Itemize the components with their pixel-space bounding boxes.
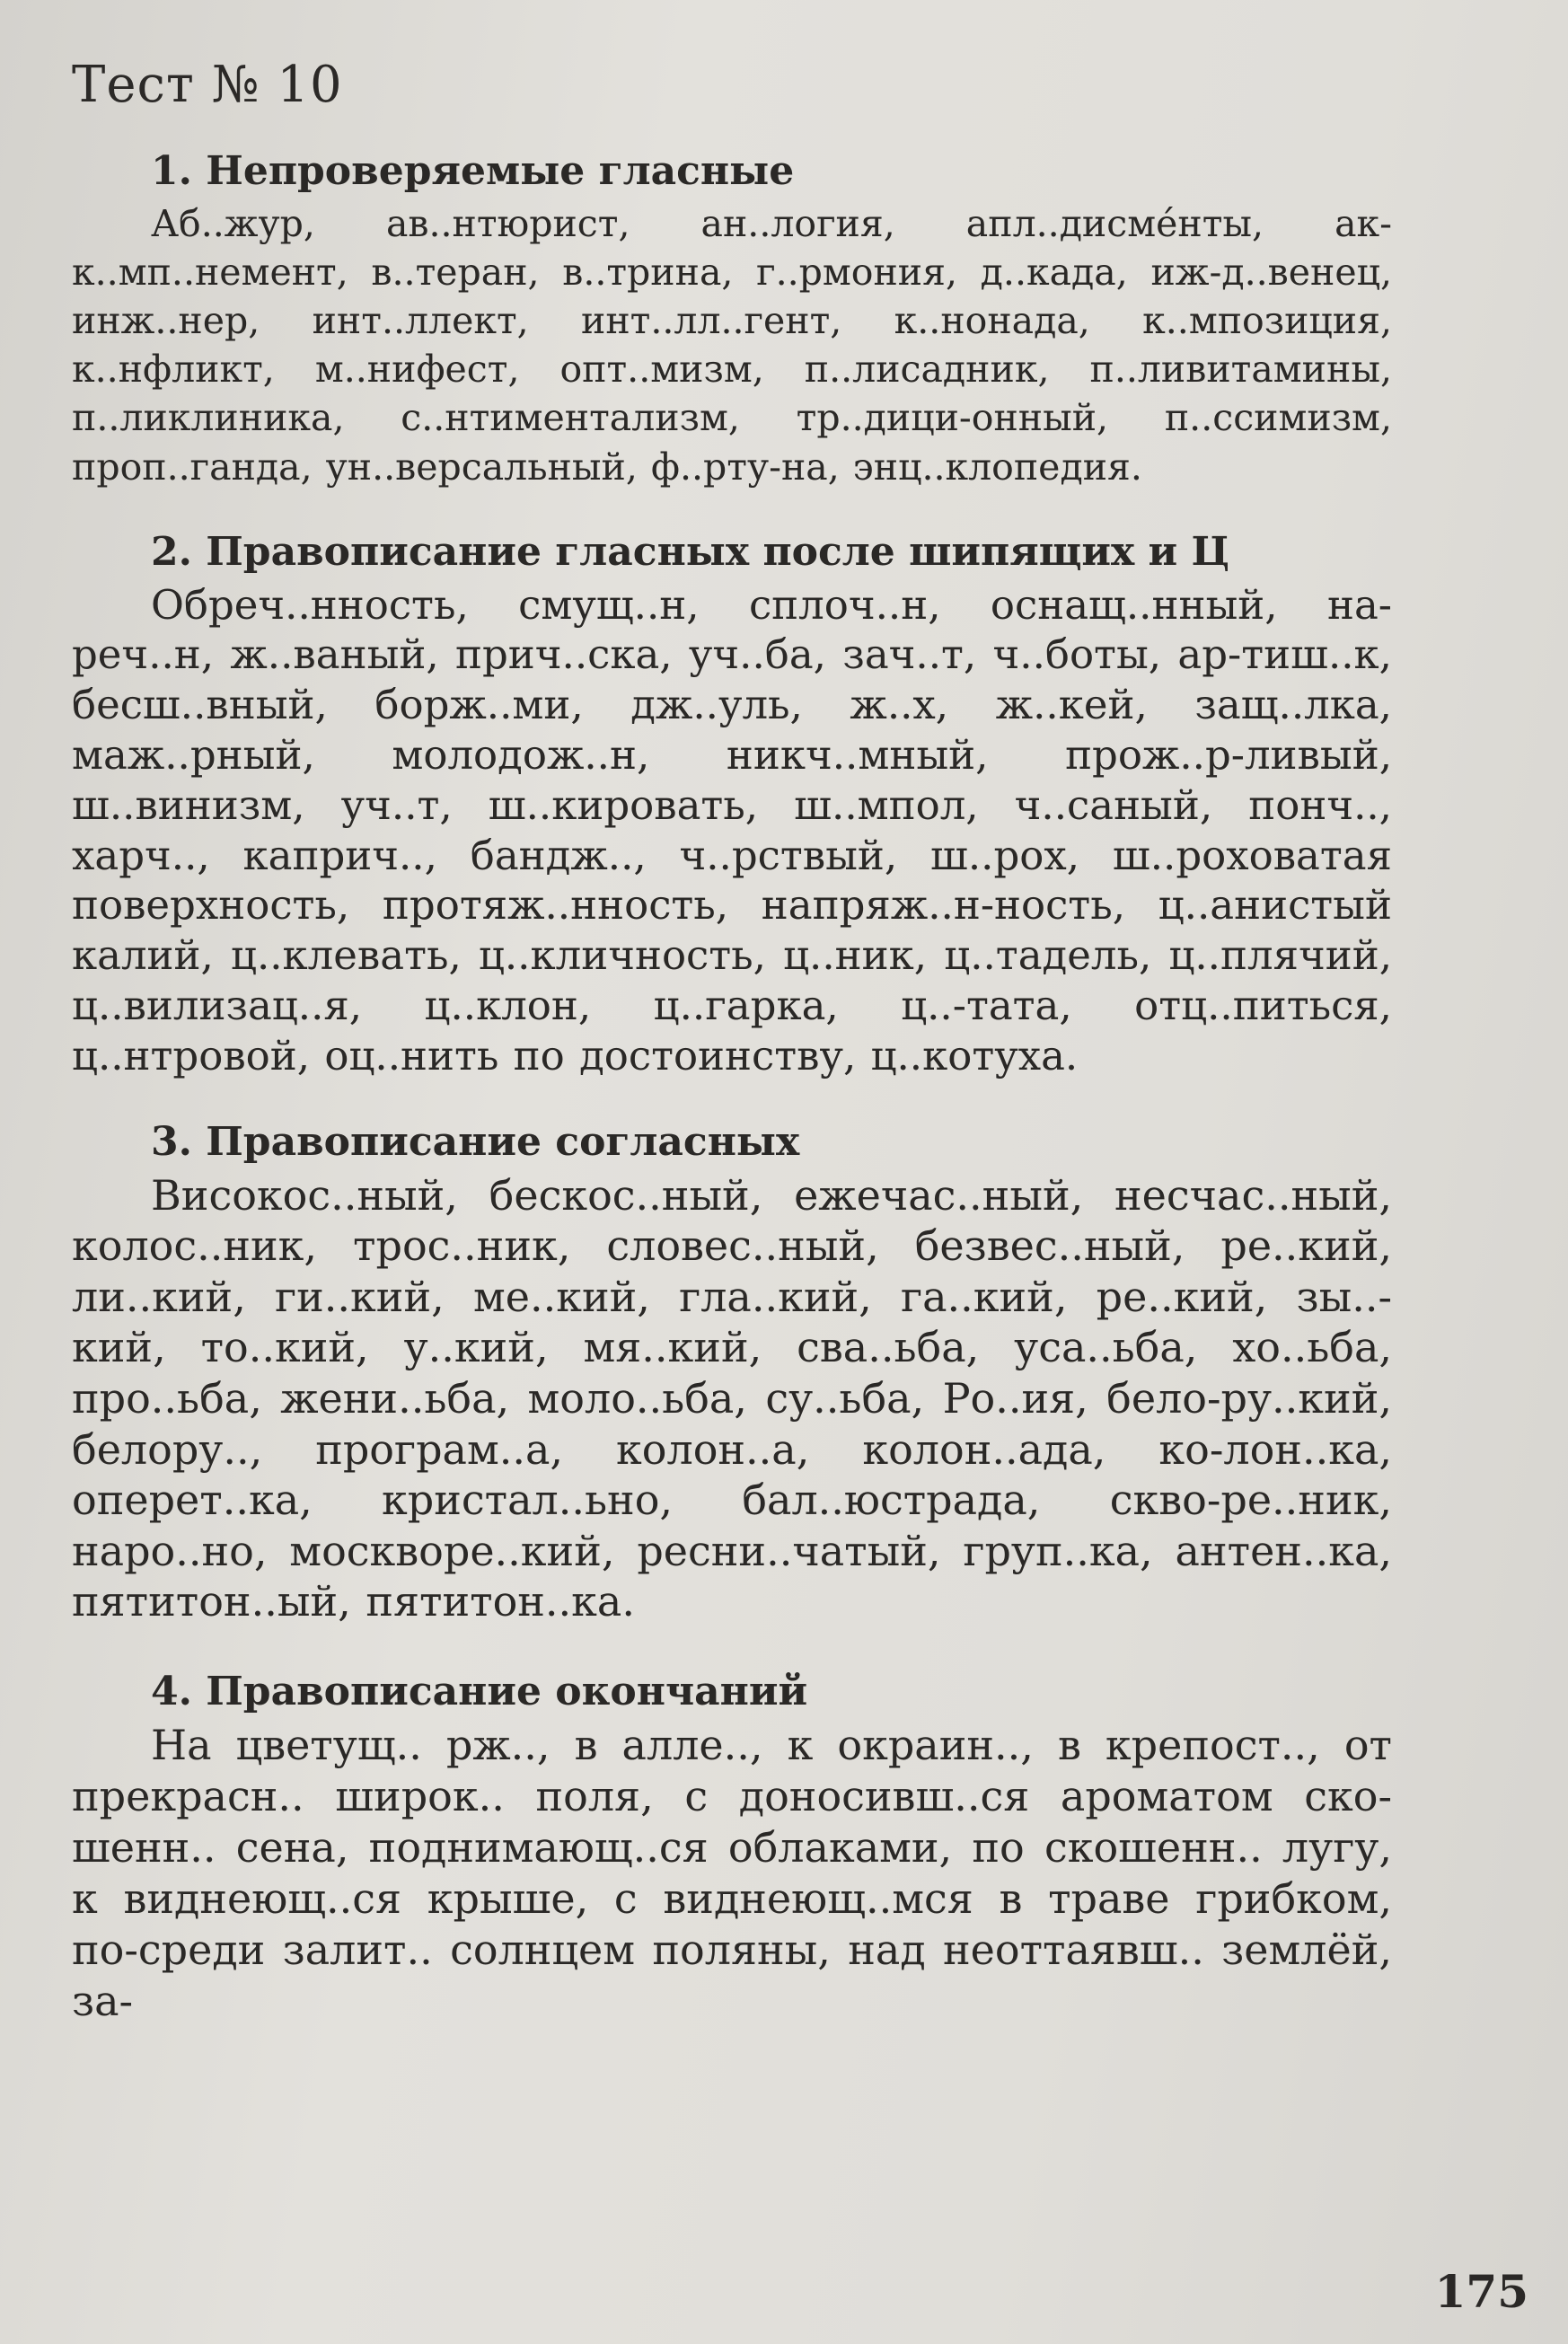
section-title: 3. Правописание согласных — [151, 1118, 800, 1165]
section-title: 4. Правописание окончаний — [151, 1668, 808, 1714]
section-text: Обреч..нность, смущ..н, сплоч..н, оснащ..нный, на-реч..н, ж..ваный, прич..ска, уч..ба, зач..т, ч..боты, ар-тиш..к, бесш..вный, борж..ми, дж..уль, ж..х, ж..кей, защ..лка, маж..рный, молодож..н, никч..мный, прож..р-ливый, ш..винизм, уч..т, ш..кировать, ш..мпол, ч..саный, понч.., харч.., каприч.., бандж.., ч..рствый, ш..рох, ш..роховатая поверхность, протяж..нность, напряж..н-ность, ц..анистый калий, ц..клевать, ц..кличность, ц..ник, ц..тадель, ц..плячий, ц..вилизац..я, ц..клон, ц..гарка, ц..-тата, отц..питься, ц..нтровой, оц..нить по достоинству, ц..котуха. — [72, 580, 1392, 1079]
section-title: 1. Непроверяемые гласные — [151, 148, 795, 194]
section-endings — [72, 1667, 1442, 2027]
section-text: Аб..жур, ав..нтюрист, ан..логия, апл..дисме́нты, ак-к..мп..немент, в..теран, в..трина, г..рмония, д..када, иж-д..венец, инж..нер, инт..ллект, инт..лл..гент, к..нонада, к..мпозиция, к..нфликт, м..нифест, опт..мизм, п..лисадник, п..ливитамины, п..ликлиника, с..нтиментализм, тр..дици-онный, п..ссимизм, проп..ганда, ун..версальный, ф..рту-на, энц..клопедия. — [72, 202, 1392, 489]
section-consonants — [72, 1117, 1442, 1627]
page-number: 175 — [1434, 2265, 1528, 2318]
section-title: 2. Правописание гласных после шипящих и Ц — [151, 528, 1230, 575]
test-title: Тест № 10 — [72, 56, 343, 114]
section-unverifiable-vowels — [72, 146, 1442, 491]
section-text: На цветущ.. рж.., в алле.., к окраин.., в крепост.., от прекрасн.. широк.. поля, с доносивш..ся ароматом ско-шенн.. сена, поднимающ..ся облаками, по скошенн.. лугу, к виднеющ..ся крыше, с виднеющ..мся в траве грибком, по-среди залит.. солнцем поляны, над неоттаявш.. землёй, за- — [72, 1720, 1392, 2025]
section-vowels-after-sibilants — [72, 527, 1442, 1081]
section-text: Високос..ный, бескос..ный, ежечас..ный, несчас..ный, колос..ник, трос..ник, словес..ный, безвес..ный, ре..кий, ли..кий, ги..кий, ме..кий, гла..кий, га..кий, ре..кий, зы..-кий, то..кий, у..кий, мя..кий, сва..ьба, уса..ьба, хо..ьба, про..ьба, жени..ьба, моло..ьба, су..ьба, Ро..ия, бело-ру..кий, белору.., програм..а, колон..а, колон..ада, ко-лон..ка, оперет..ка, кристал..ьно, бал..юстрада, скво-ре..ник, наро..но, москворе..кий, ресни..чатый, груп..ка, антен..ка, пятитон..ый, пятитон..ка. — [72, 1170, 1392, 1626]
